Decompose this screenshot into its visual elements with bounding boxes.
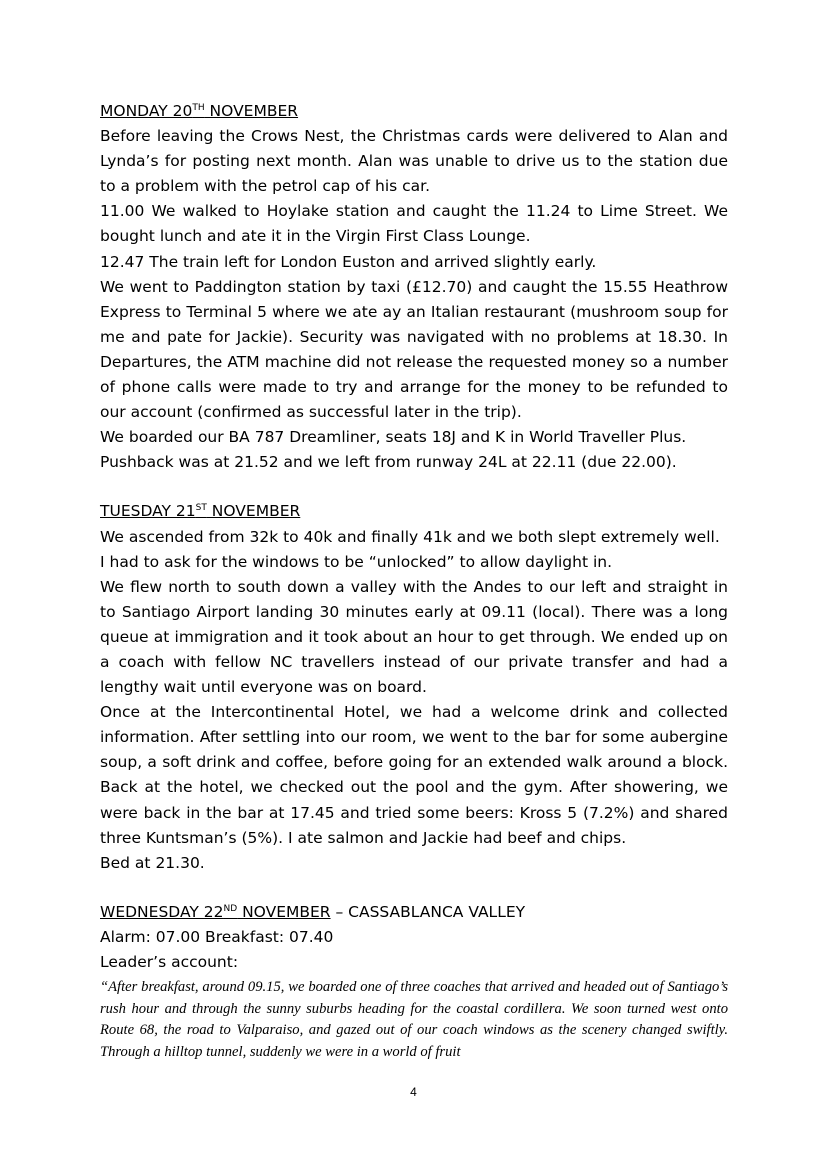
paragraph: Before leaving the Crows Nest, the Christmas cards were delivered to Alan and Lynda’s for posting next month. Alan was unable to drive us to the station due to a problem with the petrol cap of his car. [100, 127, 728, 196]
wednesday-section [100, 900, 728, 1064]
paragraph: Once at the Intercontinental Hotel, we had a welcome drink and collected information. After settling into our room, we went to the bar for some aubergine soup, a soft drink and coffee, before going for an extended walk around a block. Back at the hotel, we checked out the pool and the gym. After showering, we were back in the bar at 17.45 and tried some beers: Kross 5 (7.2%) and shared three Kuntsman’s (5%). I ate salmon and Jackie had beef and chips. [100, 703, 728, 847]
paragraph: I had to ask for the windows to be “unlocked” to allow daylight in. [100, 552, 613, 571]
tuesday-heading: TUESDAY 21ST NOVEMBER [100, 502, 301, 521]
paragraph: We went to Paddington station by taxi (£12.70) and caught the 15.55 Heathrow Express to Terminal 5 where we ate ay an Italian restaurant (mushroom soup for me and pate for Jackie). Security was navigated with no problems at 18.30. In Departures, the ATM machine did not release the requested money so a number of phone calls were made to try and arrange for the money to be refunded to our account (confirmed as successful later in the trip). [100, 277, 728, 422]
monday-heading: MONDAY 20TH NOVEMBER [100, 102, 299, 120]
paragraph: We flew north to south down a valley with the Andes to our left and straight in to Santiago Airport landing 30 minutes early at 09.11 (local). There was a long queue at immigration and it took about an hour to get through. We ended up on a coach with fellow NC travellers instead of our private transfer and had a lengthy wait until everyone was on board. [100, 577, 728, 697]
paragraph: 11.00 We walked to Hoylake station and caught the 11.24 to Lime Street. We bought lunch and ate it in the Virgin First Class Lounge. [100, 202, 728, 246]
leader-label: Leader’s account: [100, 953, 239, 971]
tuesday-section [100, 499, 728, 875]
leader-quote: “After breakfast, around 09.15, we boarded one of three coaches that arrived and headed out of Santiago’s rush hour and through the sunny suburbs heading for the coastal cordillera. We soon turned west onto Route 68, the road to Valparaiso, and gazed out of our coach windows as the scenery changed swiftly. Through a hilltop tunnel, suddenly we were in a world of fruit [100, 979, 728, 1060]
wednesday-heading: WEDNESDAY 22ND NOVEMBER – CASSABLANCA VALLEY [100, 902, 526, 921]
paragraph: We ascended from 32k to 40k and finally 41k and we both slept extremely well. [100, 527, 720, 546]
paragraph: Pushback was at 21.52 and we left from runway 24L at 22.11 (due 22.00). [100, 453, 677, 472]
monday-section [100, 99, 728, 475]
paragraph: 12.47 The train left for London Euston and arrived slightly early. [100, 252, 597, 271]
paragraph: We boarded our BA 787 Dreamliner, seats 18J and K in World Traveller Plus. [100, 428, 687, 447]
diary-page [100, 99, 728, 1063]
alarm-line: Alarm: 07.00 Breakfast: 07.40 [100, 927, 334, 946]
page-number: 4 [410, 1085, 417, 1099]
paragraph: Bed at 21.30. [100, 853, 205, 872]
